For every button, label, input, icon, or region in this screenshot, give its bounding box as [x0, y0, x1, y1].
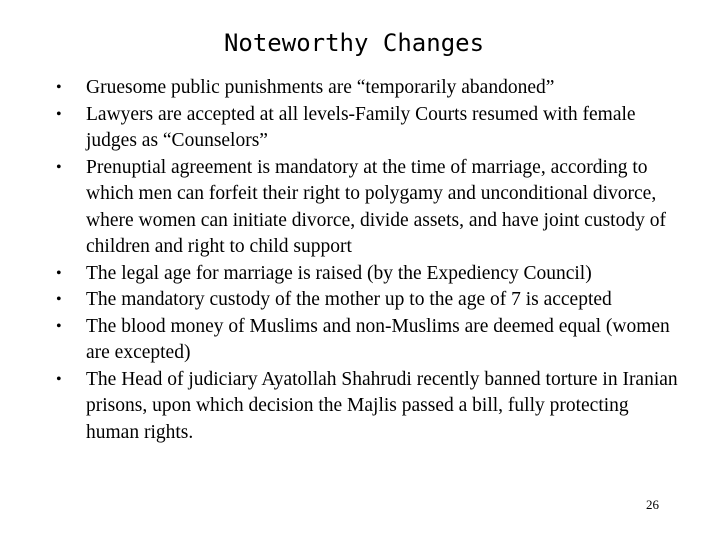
bullet-dot-icon: •: [56, 291, 62, 308]
bullet-text: The blood money of Muslims and non-Muslims are deemed equal (women are excepted): [86, 315, 670, 363]
bullet-dot-icon: •: [56, 264, 62, 282]
bullet-item: [48, 102, 678, 155]
bullet-item: [48, 367, 678, 447]
bullet-item: [48, 261, 678, 288]
bullet-dot-icon: •: [56, 79, 62, 96]
bullet-list: [48, 75, 678, 446]
bullet-text: Prenuptial agreement is mandatory at the time of marriage, according to which men can forfeit their right to polygamy and unconditional divorce, where women can initiate divorce, divide assets, and have joint custody of children and right to child support: [86, 156, 666, 257]
bullet-item: [48, 75, 678, 102]
bullet-text: The mandatory custody of the mother up to the age of 7 is accepted: [86, 289, 612, 310]
bullet-text: Lawyers are accepted at all levels-Family Courts resumed with female judges as “Counselors”: [86, 103, 636, 151]
bullet-dot-icon: •: [56, 370, 62, 388]
slide-title: Noteworthy Changes: [223, 29, 485, 57]
bullet-dot-icon: •: [56, 158, 62, 176]
bullet-text: Gruesome public punishments are “temporarily abandoned”: [86, 77, 555, 98]
bullet-text: The Head of judiciary Ayatollah Shahrudi recently banned torture in Iranian prisons, upon which decision the Majlis passed a bill, fully protecting human rights.: [86, 368, 678, 443]
bullet-item: [48, 155, 678, 261]
bullet-text: The legal age for marriage is raised (by the Expediency Council): [86, 262, 592, 284]
page-number: 26: [646, 497, 659, 512]
bullet-item: [48, 314, 678, 367]
bullet-item: [48, 287, 678, 314]
bullet-dot-icon: •: [56, 317, 62, 335]
bullet-dot-icon: •: [56, 105, 62, 123]
